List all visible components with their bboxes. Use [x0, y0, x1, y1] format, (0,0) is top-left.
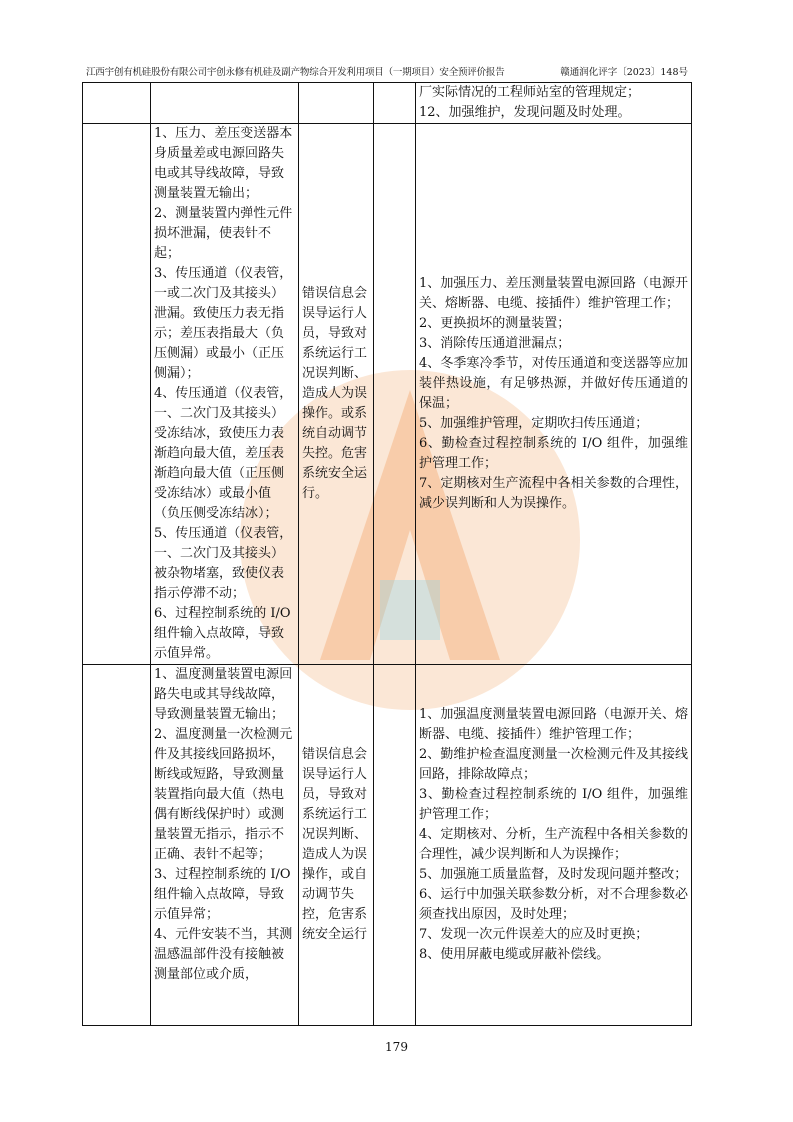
consequence-cell: 错误信息会误导运行人员，导致对系统运行工况误判断、造成人为误操作。或系统自动调节失控。危害系统安全运行。: [299, 124, 374, 665]
risk-analysis-table: [82, 82, 692, 1026]
table-cell-empty: [374, 124, 416, 665]
measures-cell: 厂实际情况的工程师站室的管理规定； 12、加强维护，发现问题及时处理。: [416, 83, 692, 124]
header-report-number: 赣通润化评字〔2023〕148号: [560, 67, 688, 78]
measures-cell: 1、加强压力、差压测量装置电源回路（电源开关、熔断器、电缆、接插件）维护管理工作； 2、更换损坏的测量装置； 3、消除传压通道泄漏点； 4、冬季寒冷季节，对传压通道和变送器等应加装伴热设施，有足够热源，并做好传压通道的保温； 5、加强维护管理，定期吹扫传压通道； 6、勤检查过程控制系统的 I/O 组件，加强维护管理工作； 7、定期核对生产流程中各相关参数的合理性，减少误判断和人为误操作。: [416, 124, 692, 665]
table-cell-empty: [374, 83, 416, 124]
page-header: [82, 66, 690, 83]
table-row: [83, 124, 692, 665]
table-cell-empty: [83, 665, 151, 1026]
measures-cell: 1、加强温度测量装置电源回路（电源开关、熔断器、电缆、接插件）维护管理工作； 2、勤维护检查温度测量一次检测元件及其接线回路，排除故障点； 3、勤检查过程控制系统的 I/O 组件，加强维护管理工作； 4、定期核对、分析，生产流程中各相关参数的合理性，减少误判断和人为误操作； 5、加强施工质量监督，及时发现问题并整改； 6、运行中加强关联参数分析，对不合理参数必须查找出原因，及时处理； 7、发现一次元件误差大的应及时更换； 8、使用屏蔽电缆或屏蔽补偿线。: [416, 665, 692, 1026]
table-row: [83, 665, 692, 1026]
consequence-cell: 错误信息会误导运行人员，导致对系统运行工况误判断、造成人为误操作，或自动调节失控，危害系统安全运行: [299, 665, 374, 1026]
cause-cell: 1、温度测量装置电源回路失电或其导线故障，导致测量装置无输出； 2、温度测量一次检测元件及其接线回路损坏，断线或短路，导致测量装置指向最大值（热电偶有断线保护时）或测量装置无指示，指示不正确、表针不起等； 3、过程控制系统的 I/O 组件输入点故障，导致示值异常； 4、元件安装不当，其测温感温部件没有接触被测量部位或介质，: [151, 665, 299, 1026]
table-cell-empty: [83, 83, 151, 124]
page-number: 179: [385, 1040, 408, 1054]
header-report-title: 江西宇创有机硅股份有限公司宇创永修有机硅及副产物综合开发利用项目（一期项目）安全预评价报告: [86, 67, 505, 78]
table-cell-empty: [374, 665, 416, 1026]
cause-cell: [151, 83, 299, 124]
consequence-cell: [299, 83, 374, 124]
table-cell-empty: [83, 124, 151, 665]
table-row: [83, 83, 692, 124]
cause-cell: 1、压力、差压变送器本身质量差或电源回路失电或其导线故障，导致测量装置无输出； 2、测量装置内弹性元件损坏泄漏，使表针不起； 3、传压通道（仪表管，一或二次门及其接头）泄漏。致使压力表无指示；差压表指最大（负压侧漏）或最小（正压侧漏）； 4、传压通道（仪表管，一、二次门及其接头）受冻结冰，致使压力表渐趋向最大值，差压表渐趋向最大值（正压侧受冻结冰）或最小值（负压侧受冻结冰）； 5、传压通道（仪表管，一、二次门及其接头）被杂物堵塞，致使仪表指示停滞不动； 6、过程控制系统的 I/O 组件输入点故障，导致示值异常。: [151, 124, 299, 665]
